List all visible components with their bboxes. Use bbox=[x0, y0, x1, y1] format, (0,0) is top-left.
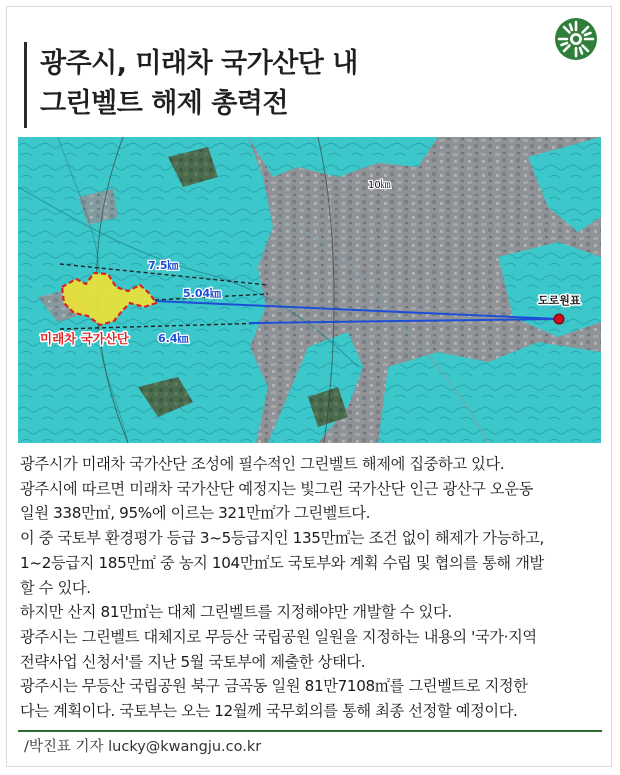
article-line: 이 중 국토부 환경평가 등급 3~5등급지인 135만㎡는 조건 없이 해제가 가능하고, bbox=[20, 529, 545, 548]
article-line: 광주시에 따르면 미래차 국가산단 예정지는 빛그린 국가산단 인근 광산구 오운동 bbox=[20, 479, 533, 498]
label-5-04km: 5.04㎞ bbox=[183, 287, 222, 300]
label-industrial-site: 미래차 국가산단 bbox=[40, 331, 129, 346]
headline bbox=[40, 44, 358, 124]
greenbelt-map bbox=[18, 137, 601, 443]
article-line: 할 수 있다. bbox=[20, 578, 91, 597]
dorowonpyo-point bbox=[554, 314, 564, 324]
label-6-4km: 6.4㎞ bbox=[158, 332, 189, 345]
byline: /박진표 기자 lucky@kwangju.co.kr bbox=[24, 739, 262, 755]
article-line: 광주시는 무등산 국립공원 북구 금곡동 일원 81만7108㎡를 그린벨트로 지정한 bbox=[20, 677, 528, 696]
headline-line-2: 그린벨트 해제 총력전 bbox=[40, 88, 289, 119]
label-10km: 10㎞ bbox=[368, 180, 391, 191]
footer-divider bbox=[18, 730, 602, 732]
label-dorowonpyo: 도로원표 bbox=[538, 294, 581, 307]
article-body bbox=[20, 452, 604, 724]
headline-line-1: 광주시, 미래차 국가산단 내 bbox=[40, 48, 358, 79]
article-line: 전략사업 신청서'를 지난 5월 국토부에 제출한 상태다. bbox=[20, 652, 366, 671]
title-accent-bar bbox=[24, 42, 27, 128]
article-line: 광주시는 그린벨트 대체지로 무등산 국립공원 일원을 지정하는 내용의 '국가·지역 bbox=[20, 627, 537, 646]
article-line: 하지만 산지 81만㎡는 대체 그린벨트를 지정해야만 개발할 수 있다. bbox=[20, 603, 452, 622]
label-7-5km: 7.5㎞ bbox=[148, 259, 179, 272]
article-line: 다는 계획이다. 국토부는 오는 12월께 국무회의를 통해 최종 선정할 예정이다. bbox=[20, 702, 518, 721]
kwangju-logo-icon bbox=[553, 16, 599, 62]
article-line: 1~2등급지 185만㎡ 중 농지 104만㎡도 국토부와 계획 수립 및 협의를 통해 개발 bbox=[20, 553, 544, 572]
article-line: 일원 338만㎡, 95%에 이르는 321만㎡가 그린벨트다. bbox=[20, 504, 371, 523]
article-line: 광주시가 미래차 국가산단 조성에 필수적인 그린벨트 해제에 집중하고 있다. bbox=[20, 455, 505, 473]
